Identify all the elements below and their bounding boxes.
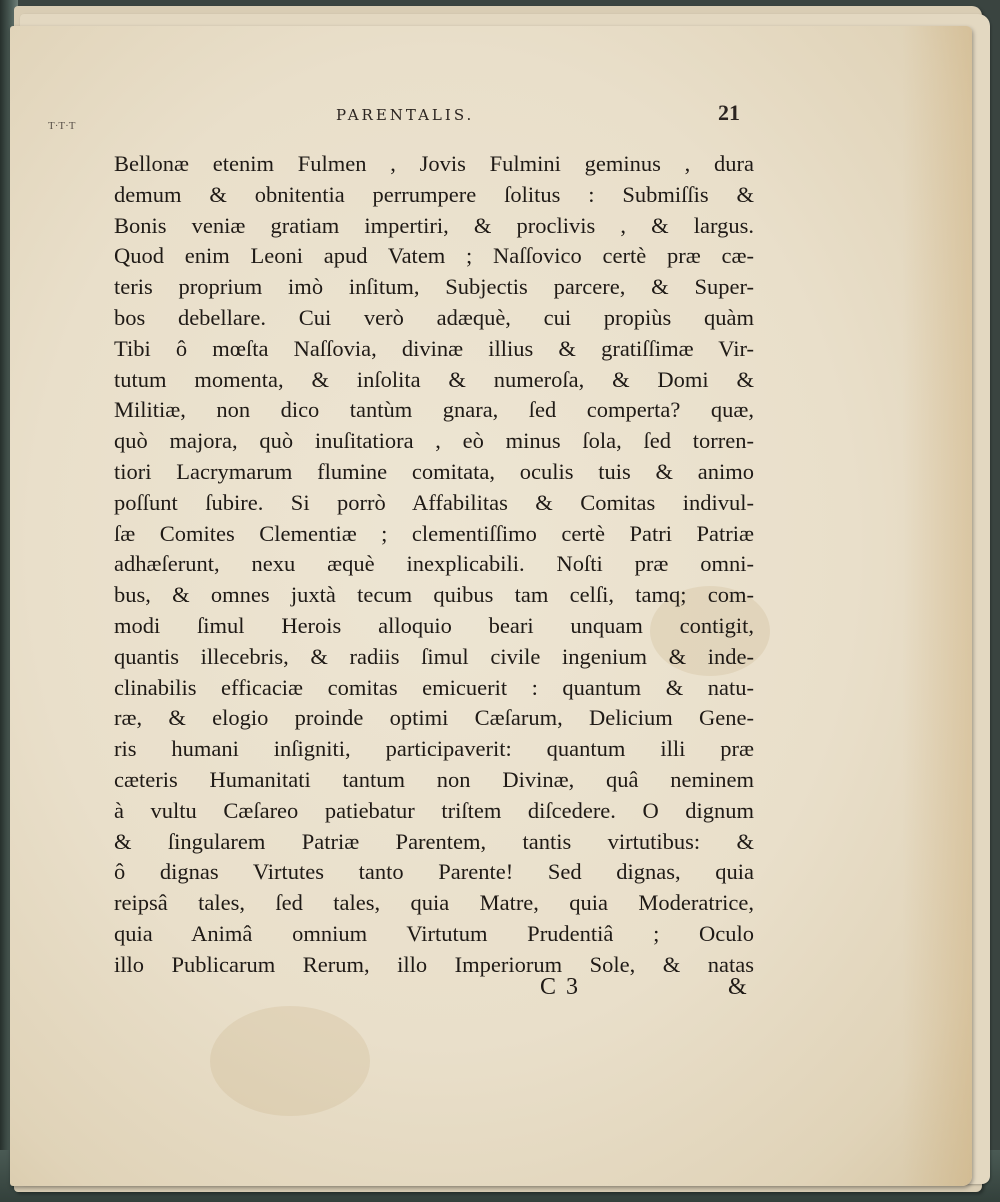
page-number: 21: [718, 100, 740, 125]
text-line: quantis illecebris, & radiis ſimul civile ingenium & inde-: [114, 643, 754, 669]
text-line: Militiæ, non dico tantùm gnara, ſed comperta? quæ,: [114, 397, 754, 423]
text-line: ô dignas Virtutes tanto Parente! Sed dignas, quia: [114, 859, 754, 885]
text-line: à vultu Cæſareo patiebatur triſtem diſcedere. O dignum: [114, 797, 754, 823]
page-header: [10, 100, 972, 140]
catchword: &: [728, 974, 747, 1000]
text-line: ris humani inſigniti, participaverit: quantum illi præ: [114, 736, 754, 762]
text-line: quia Animâ omnium Virtutum Prudentiâ ; Oculo: [114, 920, 754, 946]
text-line: Quod enim Leoni apud Vatem ; Naſſovico certè præ cæ-: [114, 243, 754, 269]
page-sheet: [10, 26, 972, 1186]
body-text-block: [114, 149, 754, 981]
foxing-spot: [210, 1006, 370, 1116]
text-line: tiori Lacrymarum flumine comitata, oculis tuis & animo: [114, 458, 754, 484]
text-line: ræ, & elogio proinde optimi Cæſarum, Delicium Gene-: [114, 705, 754, 731]
text-line: Bellonæ etenim Fulmen , Jovis Fulmini geminus , dura: [114, 151, 754, 176]
text-line: poſſunt ſubire. Si porrò Affabilitas & Comitas indivul-: [114, 489, 754, 515]
text-line: Bonis veniæ gratiam impertiri, & proclivis , & largus.: [114, 212, 754, 238]
text-line: modi ſimul Herois alloquio beari unquam contigit,: [114, 612, 754, 638]
text-line: reipsâ tales, ſed tales, quia Matre, quia Moderatrice,: [114, 890, 754, 916]
text-line: demum & obnitentia perrumpere ſolitus : Submiſſis &: [114, 181, 754, 207]
text-line: tutum momenta, & inſolita & numeroſa, & Domi &: [114, 366, 754, 392]
text-line: illo Publicarum Rerum, illo Imperiorum Sole, & natas: [114, 951, 754, 977]
text-line: Tibi ô mœſta Naſſovia, divinæ illius & gratiſſimæ Vir-: [114, 335, 754, 361]
text-line: ſæ Comites Clementiæ ; clementiſſimo certè Patri Patriæ: [114, 520, 754, 546]
margin-mark: T·T·T: [48, 120, 76, 132]
text-line: cæteris Humanitati tantum non Divinæ, quâ neminem: [114, 766, 754, 792]
page-edge-stain: [902, 26, 972, 1186]
text-line: adhæſerunt, nexu æquè inexplicabili. Noſti præ omni-: [114, 551, 754, 577]
text-line: teris proprium imò inſitum, Subjectis parcere, & Super-: [114, 274, 754, 300]
signature-mark: C 3: [540, 974, 581, 1000]
running-title: PARENTALIS.: [336, 106, 475, 124]
page-footer: [114, 974, 754, 1008]
text-line: quò majora, quò inuſitatiora , eò minus ſola, ſed torren-: [114, 428, 754, 454]
text-line: bus, & omnes juxtà tecum quibus tam celſi, tamq; com-: [114, 582, 754, 608]
text-line: & ſingularem Patriæ Parentem, tantis virtutibus: &: [114, 828, 754, 854]
text-line: bos debellare. Cui verò adæquè, cui propiùs quàm: [114, 304, 754, 330]
text-line: clinabilis efficaciæ comitas emicuerit : quantum & natu-: [114, 674, 754, 700]
